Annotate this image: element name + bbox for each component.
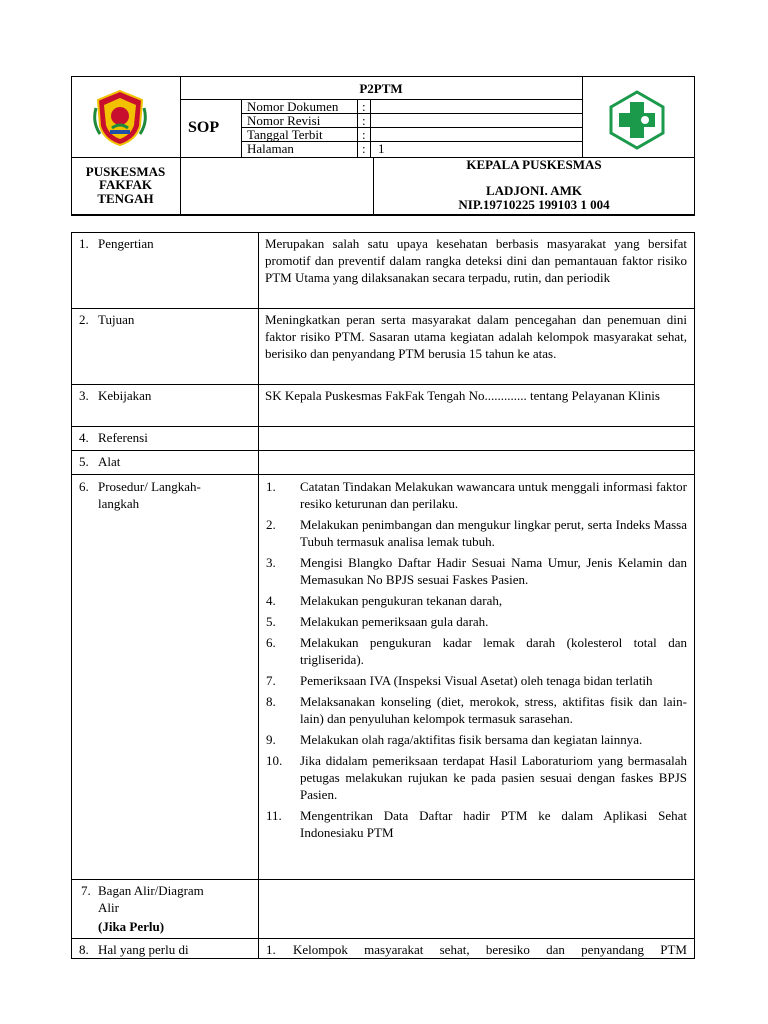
row-number: 2. [79, 312, 89, 327]
list-item-text: Kelompok masyarakat sehat, beresiko dan penyandang PTM [293, 942, 687, 957]
procedure-step [266, 592, 687, 609]
divider [71, 958, 695, 959]
row-label-cont: Alir [98, 900, 119, 915]
divider [71, 450, 695, 451]
divider [71, 879, 695, 880]
field-label: Halaman [247, 141, 294, 156]
procedure-step-text: Mengentrikan Data Daftar hadir PTM ke dalam Aplikasi Sehat Indonesiaku PTM [300, 808, 687, 840]
procedure-step [266, 554, 687, 588]
row-number: 8. [79, 942, 89, 957]
field-label: Nomor Dokumen [247, 99, 339, 114]
procedure-step [266, 613, 687, 630]
divider [71, 426, 695, 427]
head-name: LADJONI. AMK [485, 183, 583, 198]
row-label: Prosedur/ Langkah- [98, 479, 201, 494]
procedure-step-text: Melaksanakan konseling (diet, merokok, stress, aktifitas fisik dan lain-lain) dan penyuluhan kelompok termasuk sarasehan. [300, 694, 687, 726]
row-label: Alat [98, 454, 121, 469]
procedure-step [266, 731, 687, 748]
procedure-step-text: Melakukan pemeriksaan gula darah. [300, 614, 489, 629]
row-number: 5. [79, 454, 89, 469]
procedure-step-number: 5. [266, 614, 276, 629]
field-value: 1 [378, 141, 385, 156]
row-label: Bagan Alir/Diagram [98, 883, 204, 898]
procedure-step [266, 516, 687, 550]
procedure-step-text: Mengisi Blangko Daftar Hadir Sesuai Nama Umur, Jenis Kelamin dan Memasukan No BPJS sesuai Faskes Pasien. [300, 555, 687, 587]
divider [582, 76, 583, 157]
procedure-step-number: 11. [266, 808, 282, 823]
row-label: Kebijakan [98, 388, 152, 403]
field-separator: : [362, 113, 366, 128]
divider [370, 99, 371, 157]
regency-emblem-icon [90, 88, 150, 148]
field-separator: : [362, 127, 366, 142]
row-number: 6. [79, 479, 89, 494]
document-title: P2PTM [359, 81, 403, 96]
procedure-step-text: Melakukan penimbangan dan mengukur lingkar perut, serta Indeks Massa Tubuh termasuk analisa lemak tubuh. [300, 517, 687, 549]
field-label: Nomor Revisi [247, 113, 321, 128]
field-separator: : [362, 99, 366, 114]
procedure-step [266, 672, 687, 689]
row-content: Meningkatkan peran serta masyarakat dalam pencegahan dan penemuan dini faktor risiko PTM. Sasaran utama kegiatan adalah kelompok masyarakat sehat, berisiko dan penyandang PTM berusia 15 tahun ke atas. [265, 312, 687, 361]
procedure-step-number: 4. [266, 593, 276, 608]
head-title: KEPALA PUSKESMAS [466, 157, 602, 172]
procedure-step-number: 10. [266, 753, 283, 768]
procedure-step-text: Pemeriksaan IVA (Inspeksi Visual Asetat) oleh tenaga bidan terlatih [300, 673, 653, 688]
divider [241, 99, 242, 157]
row-number: 7. [81, 883, 91, 898]
procedure-step-text: Melakukan pengukuran tekanan darah, [300, 593, 503, 608]
procedure-step-number: 3. [266, 555, 276, 570]
list-item-number: 1. [266, 942, 276, 957]
divider [71, 474, 695, 475]
org-name-line: PUSKESMAS [85, 164, 166, 179]
procedure-step [266, 752, 687, 803]
row-content: SK Kepala Puskesmas FakFak Tengah No............. tentang Pelayanan Klinis [265, 388, 660, 403]
procedure-step-text: Melakukan pengukuran kadar lemak darah (kolesterol total dan trigliserida). [300, 635, 687, 667]
divider [180, 76, 181, 216]
field-label: Tanggal Terbit [247, 127, 323, 142]
divider [71, 938, 695, 939]
procedure-step [266, 634, 687, 668]
divider [71, 308, 695, 309]
divider [71, 384, 695, 385]
procedure-step [266, 807, 687, 841]
procedure-step-number: 2. [266, 517, 276, 532]
procedure-step-text: Melakukan olah raga/aktifitas fisik bersama dan kegiatan lainnya. [300, 732, 643, 747]
sop-label: SOP [188, 119, 220, 136]
row-label: Pengertian [98, 236, 154, 251]
row-label: Tujuan [98, 312, 135, 327]
field-separator: : [362, 141, 366, 156]
procedure-step [266, 693, 687, 727]
row-content: Merupakan salah satu upaya kesehatan berbasis masyarakat yang bersifat promotif dan preventif dalam rangka deteksi dini dan pemantauan faktor risiko PTM Utama yang dilaksanakan secara terpadu, rutin, dan periodik [265, 236, 687, 285]
row-number: 4. [79, 430, 89, 445]
row-number: 1. [79, 236, 89, 251]
procedure-step-number: 8. [266, 694, 276, 709]
row-label-cont: langkah [98, 496, 140, 511]
procedure-step-text: Jika didalam pemeriksaan terdapat Hasil Laboraturiom yang bermasalah petugas melakukan rujukan ke pada pasien sesuai dengan faskes BPJS Pasien. [300, 753, 687, 802]
row-label: Hal yang perlu di [98, 942, 189, 957]
org-name-line: TENGAH [97, 191, 154, 206]
divider [258, 232, 259, 959]
procedure-list [266, 478, 687, 845]
puskesmas-cross-icon [607, 90, 667, 150]
procedure-step [266, 478, 687, 512]
procedure-step-number: 9. [266, 732, 276, 747]
org-name-line: FAKFAK [99, 177, 152, 192]
procedure-step-number: 6. [266, 635, 276, 650]
procedure-step-number: 1. [266, 479, 276, 494]
header-bottom-rule [71, 214, 695, 216]
row-label-note: (Jika Perlu) [98, 919, 165, 934]
head-nip: NIP.19710225 199103 1 004 [458, 197, 610, 212]
row-label: Referensi [98, 430, 148, 445]
procedure-step-text: Catatan Tindakan Melakukan wawancara untuk menggali informasi faktor resiko keturunan dan perilaku. [300, 479, 687, 511]
divider [357, 99, 358, 157]
procedure-step-number: 7. [266, 673, 276, 688]
row-number: 3. [79, 388, 89, 403]
